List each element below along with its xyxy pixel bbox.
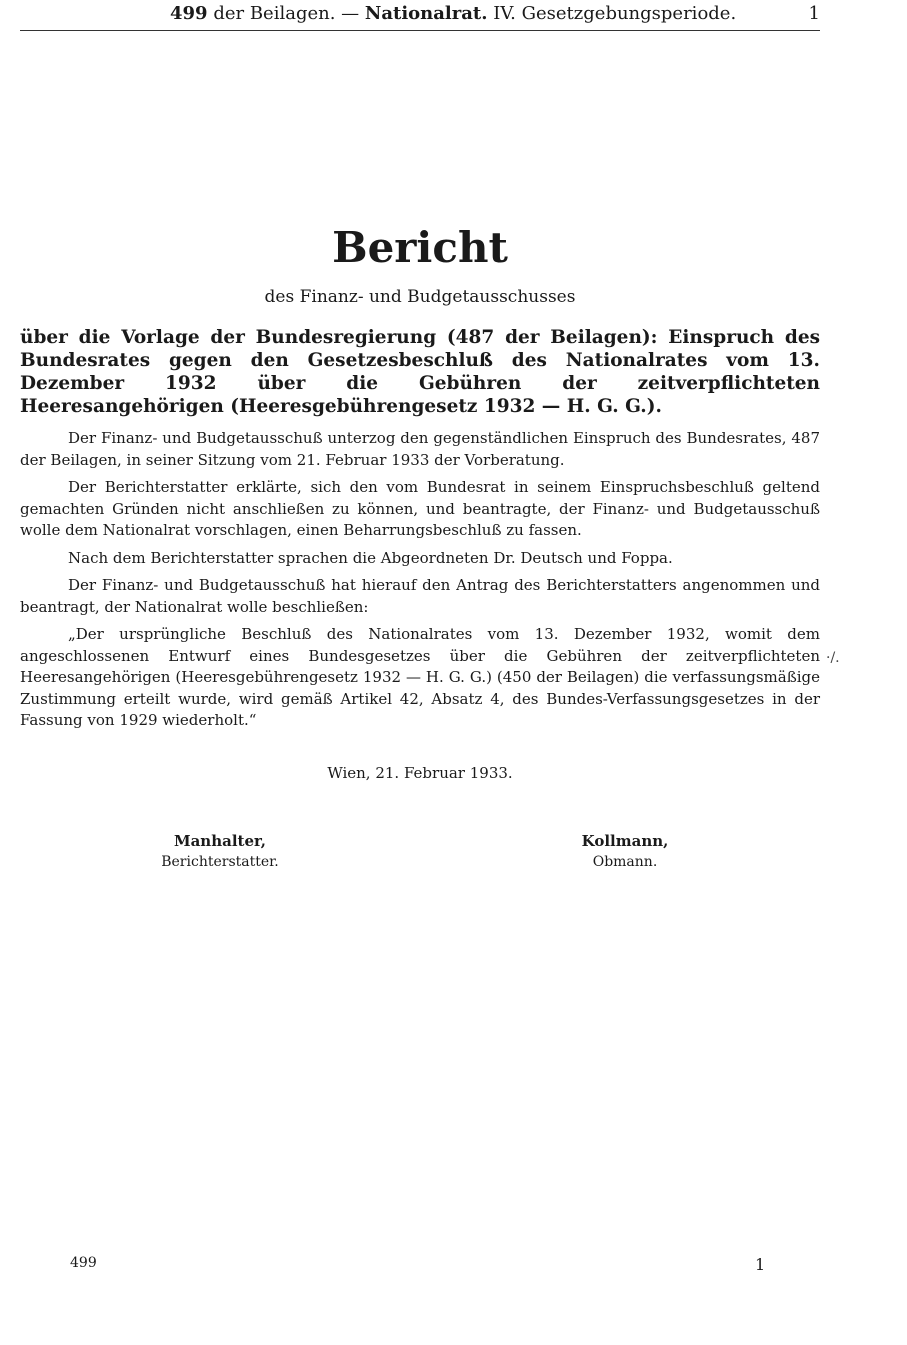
running-header	[20, 0, 820, 30]
paragraph: Der Finanz- und Budgetausschuß hat hierauf den Antrag des Berichterstatters angenommen und beantragt, der Nationalrat wolle beschließen:	[20, 576, 820, 616]
place-date: Wien, 21. Februar 1933.	[327, 764, 513, 782]
signature-role: Obmann.	[592, 854, 658, 870]
header-nationalrat: Nationalrat.	[364, 3, 488, 24]
header-page-number: 1	[808, 3, 820, 24]
signature-name: Manhalter,	[173, 832, 267, 850]
signature-rapporteur	[150, 830, 290, 872]
running-header-title	[170, 0, 736, 28]
quoted-resolution: „Der ursprüngliche Beschluß des Nationalrates vom 13. Dezember 1932, womit dem angeschlossenen Entwurf eines Bundesgesetzes über die Gebühren der zeitverpflichteten Heeresangehörigen (Heeresgebührengesetz 1932 — H. G. G.) (450 der Beilagen) die verfassungsmäßige Zustimmung erteilt wurde, wird gemäß Artikel 42, Absatz 4, des Bundes-Verfassungsgesetzes in der Fassung von 1929 wiederholt.“	[20, 625, 820, 729]
paragraph: Nach dem Berichterstatter sprachen die Abgeordneten Dr. Deutsch und Foppa.	[68, 548, 673, 567]
document-lead: über die Vorlage der Bundesregierung (487 der Beilagen): Einspruch des Bundesrates gegen den Gesetzesbeschluß des Nationalrates vom 13. Dezember 1932 über die Gebühren der zeitverpflichteten Heeresangehörigen (Heeresgebührengesetz 1932 — H. G. G.).	[20, 327, 820, 417]
header-number: 499	[170, 3, 208, 24]
signature-role: Berichterstatter.	[161, 854, 279, 870]
header-periode: IV. Gesetzgebungsperiode.	[493, 3, 737, 24]
signature-chairman	[555, 830, 695, 872]
document-body	[20, 428, 820, 738]
footer-number: 499	[70, 1255, 97, 1271]
header-beilagen: der Beilagen. —	[213, 3, 360, 24]
document-title: Bericht	[332, 223, 508, 272]
document-subtitle: des Finanz- und Budgetausschusses	[264, 287, 576, 307]
margin-mark: ·/.	[826, 650, 840, 666]
paragraph: Der Finanz- und Budgetausschuß unterzog den gegenständlichen Einspruch des Bundesrates, 487 der Beilagen, in seiner Sitzung vom 21. Februar 1933 der Vorberatung.	[20, 429, 820, 469]
paragraph: Der Berichterstatter erklärte, sich den vom Bundesrat in seinem Einspruchsbeschluß geltend gemachten Gründen nicht anschließen zu können, und beantragte, der Finanz- und Budgetausschuß wolle dem Nationalrat vorschlagen, einen Beharrungsbeschluß zu fassen.	[20, 478, 820, 539]
footer-page-number: 1	[755, 1255, 766, 1274]
header-rule	[20, 30, 820, 31]
signature-name: Kollmann,	[581, 832, 669, 850]
